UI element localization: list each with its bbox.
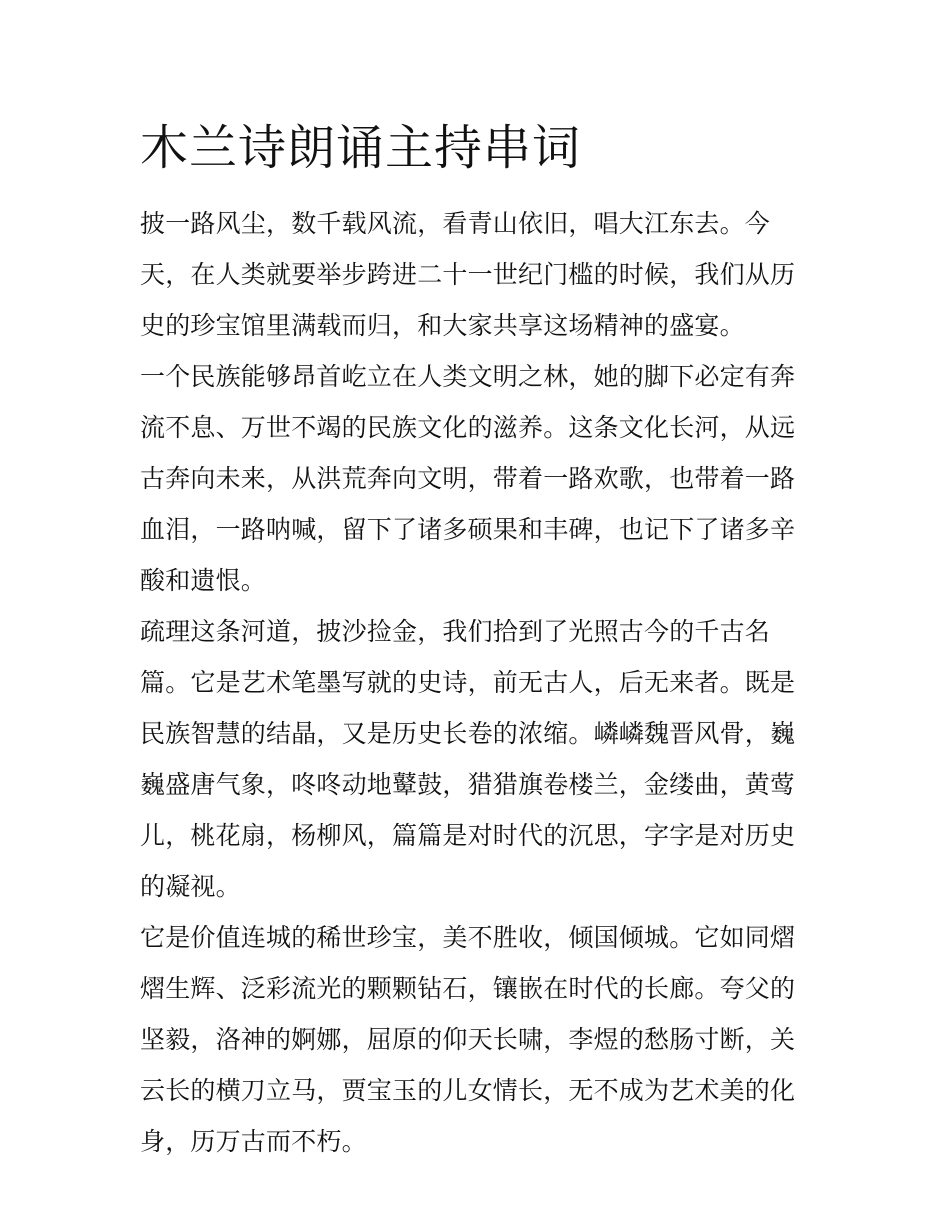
document-title: 木兰诗朗诵主持串词: [140, 120, 582, 176]
paragraph-culture-river: 一个民族能够昂首屹立在人类文明之林，她的脚下必定有奔流不息、万世不竭的民族文化的滋养。这条文化长河，从远古奔向未来，从洪荒奔向文明，带着一路欢歌，也带着一路血泪，一路呐喊，留下了诸多硕果和丰碑，也记下了诸多辛酸和遗恨。: [140, 362, 796, 595]
paragraph-treasure: 它是价值连城的稀世珍宝，美不胜收，倾国倾城。它如同熠熠生辉、泛彩流光的颗颗钻石，镶嵌在时代的长廊。夸父的坚毅，洛神的婀娜，屈原的仰天长啸，李煜的愁肠寸断，关云长的横刀立马，贾宝玉的儿女情长，无不成为艺术美的化身，历万古而不朽。: [140, 923, 796, 1156]
paragraph-opening: 披一路风尘，数千载风流，看青山依旧，唱大江东去。今天，在人类就要举步跨进二十一世纪门槛的时候，我们从历史的珍宝馆里满载而归，和大家共享这场精神的盛宴。: [140, 209, 796, 340]
document-page: [140, 112, 820, 1167]
paragraph-masterpieces: 疏理这条河道，披沙捡金，我们拾到了光照古今的千古名篇。它是艺术笔墨写就的史诗，前无古人，后无来者。既是民族智慧的结晶，又是历史长卷的浓缩。嶙嶙魏晋风骨，巍巍盛唐气象，咚咚动地鼙鼓，猎猎旗卷楼兰，金缕曲，黄莺儿，桃花扇，杨柳风，篇篇是对时代的沉思，字字是对历史的凝视。: [140, 617, 796, 901]
